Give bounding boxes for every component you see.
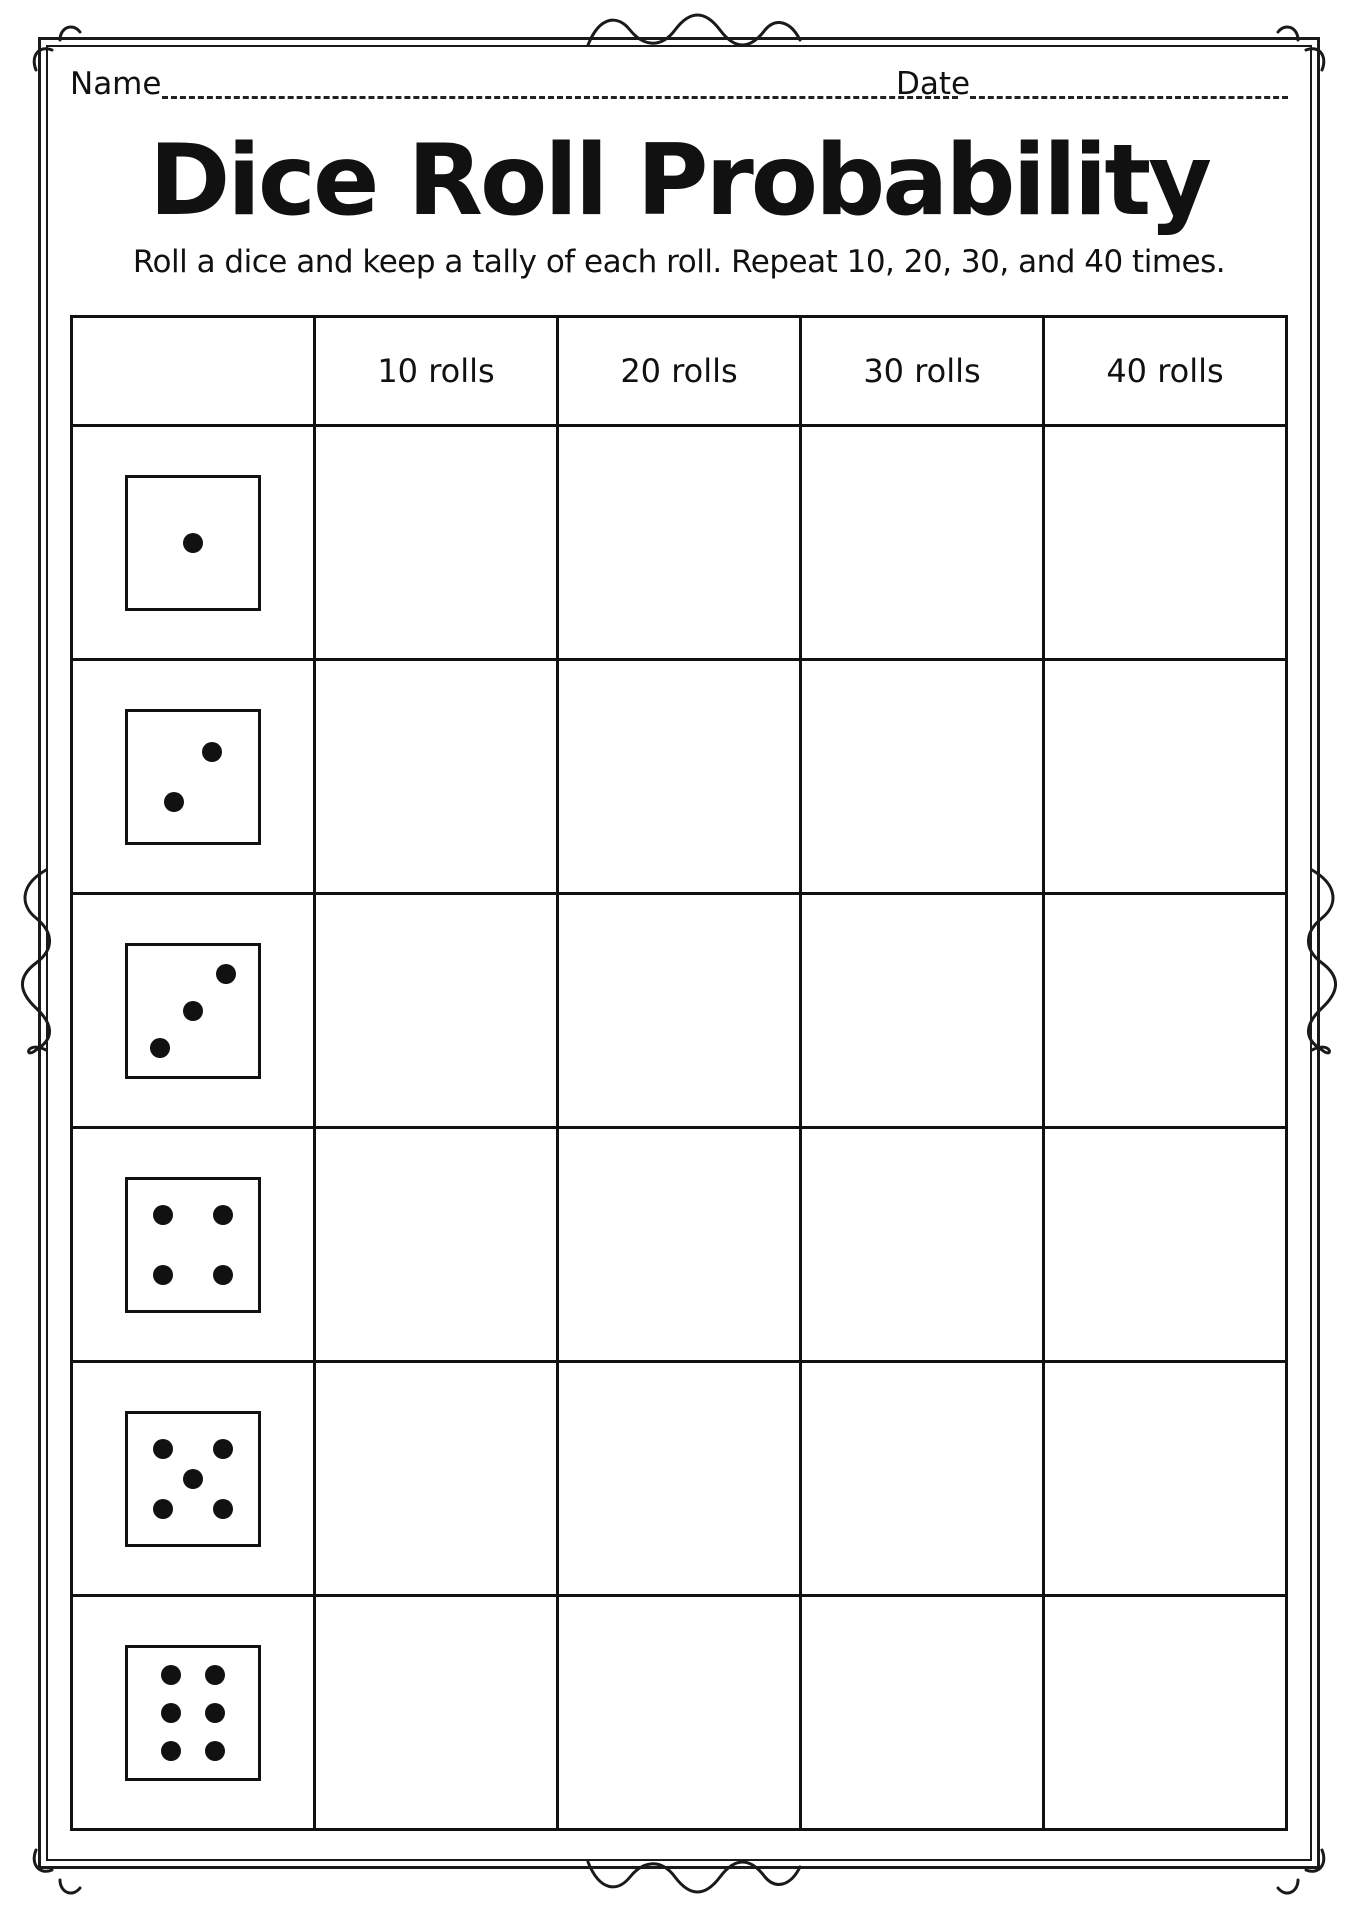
column-header-die — [72, 317, 315, 426]
die-two-icon — [125, 709, 261, 845]
die-cell — [72, 894, 315, 1128]
tally-cell-40-rolls[interactable] — [1044, 1596, 1287, 1830]
top-wave-flourish — [588, 15, 800, 45]
tally-cell-40-rolls[interactable] — [1044, 894, 1287, 1128]
tally-cell-10-rolls[interactable] — [315, 1362, 558, 1596]
tally-cell-10-rolls[interactable] — [315, 894, 558, 1128]
date-field[interactable] — [970, 96, 1288, 99]
right-wave-flourish — [1308, 870, 1335, 1053]
table-header-row — [72, 317, 1287, 426]
tally-cell-10-rolls[interactable] — [315, 426, 558, 660]
tally-cell-40-rolls[interactable] — [1044, 1128, 1287, 1362]
tally-cell-30-rolls[interactable] — [801, 426, 1044, 660]
tally-cell-20-rolls[interactable] — [558, 894, 801, 1128]
tally-cell-40-rolls[interactable] — [1044, 660, 1287, 894]
table-row — [72, 1362, 1287, 1596]
column-header-40-rolls: 40 rolls — [1044, 317, 1287, 426]
tally-cell-30-rolls[interactable] — [801, 1596, 1044, 1830]
tally-cell-10-rolls[interactable] — [315, 1596, 558, 1830]
tally-cell-40-rolls[interactable] — [1044, 426, 1287, 660]
die-six-icon — [125, 1645, 261, 1781]
table-row — [72, 1128, 1287, 1362]
name-field[interactable] — [162, 96, 958, 99]
table-row — [72, 660, 1287, 894]
tally-table — [70, 315, 1288, 1831]
bottom-wave-flourish — [588, 1862, 800, 1892]
die-cell — [72, 1362, 315, 1596]
date-label: Date — [896, 66, 971, 102]
name-date-row — [70, 64, 1288, 104]
tally-cell-30-rolls[interactable] — [801, 660, 1044, 894]
die-cell — [72, 1128, 315, 1362]
tally-cell-20-rolls[interactable] — [558, 1362, 801, 1596]
tally-cell-30-rolls[interactable] — [801, 1362, 1044, 1596]
tally-cell-20-rolls[interactable] — [558, 426, 801, 660]
table-row — [72, 894, 1287, 1128]
die-cell — [72, 1596, 315, 1830]
name-label: Name — [70, 66, 162, 102]
column-header-20-rolls: 20 rolls — [558, 317, 801, 426]
corner-curl-bottom-left — [34, 1850, 80, 1893]
tally-cell-20-rolls[interactable] — [558, 660, 801, 894]
tally-cell-10-rolls[interactable] — [315, 660, 558, 894]
tally-cell-20-rolls[interactable] — [558, 1596, 801, 1830]
tally-cell-10-rolls[interactable] — [315, 1128, 558, 1362]
page-title: Dice Roll Probability — [148, 124, 1210, 238]
table-row — [72, 1596, 1287, 1830]
die-five-icon — [125, 1411, 261, 1547]
die-cell — [72, 426, 315, 660]
column-header-30-rolls: 30 rolls — [801, 317, 1044, 426]
die-three-icon — [125, 943, 261, 1079]
tally-cell-30-rolls[interactable] — [801, 894, 1044, 1128]
die-four-icon — [125, 1177, 261, 1313]
table-row — [72, 426, 1287, 660]
column-header-10-rolls: 10 rolls — [315, 317, 558, 426]
left-wave-flourish — [22, 870, 49, 1053]
tally-cell-30-rolls[interactable] — [801, 1128, 1044, 1362]
die-cell — [72, 660, 315, 894]
corner-curl-bottom-right — [1278, 1850, 1324, 1893]
instructions-text: Roll a dice and keep a tally of each roll. Repeat 10, 20, 30, and 40 times. — [132, 244, 1226, 280]
die-one-icon — [125, 475, 261, 611]
tally-cell-40-rolls[interactable] — [1044, 1362, 1287, 1596]
tally-cell-20-rolls[interactable] — [558, 1128, 801, 1362]
